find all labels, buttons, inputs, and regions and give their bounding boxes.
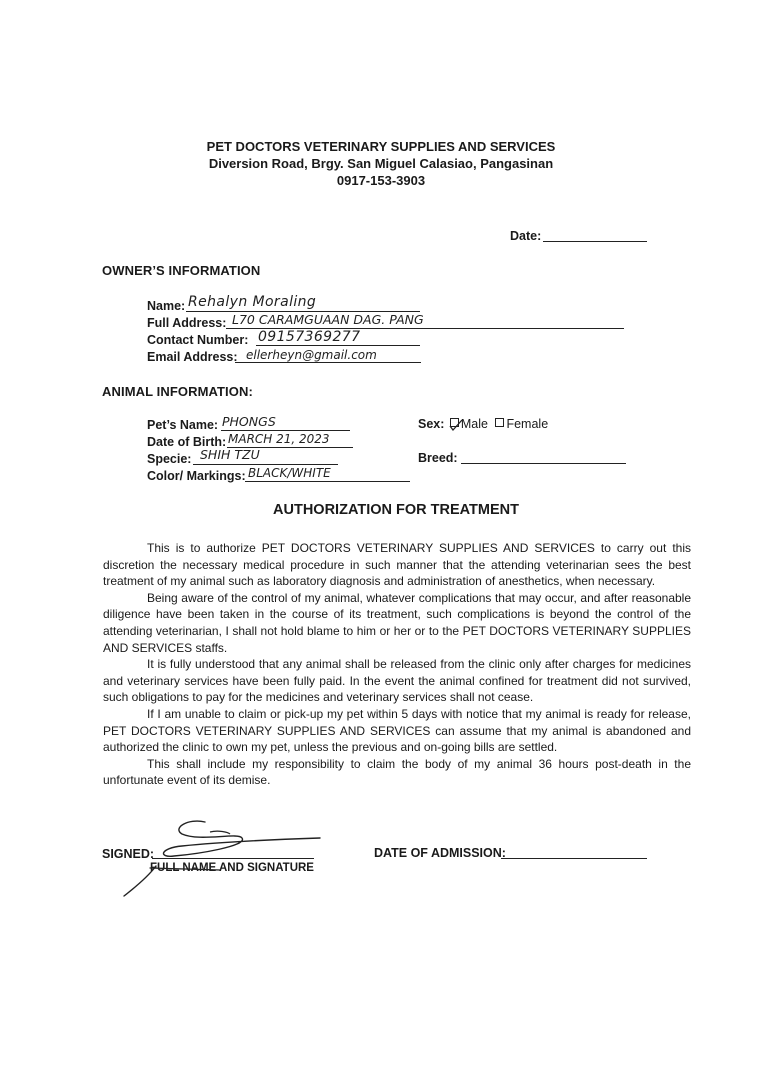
date-field[interactable] (543, 241, 647, 242)
owner-email-label: Email Address: (147, 350, 238, 364)
sex-field (418, 417, 548, 431)
pet-name-label: Pet’s Name: (147, 418, 219, 432)
color-label: Color/ Markings: (147, 469, 246, 483)
admission-date-field[interactable] (501, 858, 647, 859)
owner-section-title: OWNER’S INFORMATION (102, 263, 261, 278)
owner-contact-label: Contact Number: (147, 333, 249, 347)
signature-caption: FULL NAME AND SIGNATURE (150, 862, 314, 874)
authorization-title: AUTHORIZATION FOR TREATMENT (273, 502, 519, 518)
breed-label: Breed: (418, 451, 458, 465)
dob-label: Date of Birth: (147, 435, 227, 449)
org-address: Diversion Road, Brgy. San Miguel Calasiao, Pangasinan (208, 156, 554, 171)
authorization-paragraph: Being aware of the control of my animal, whatever complications that may occur, and after reasonable diligence have been taken in the course of its treatment, such complications is beyond the control of the attending veterinarian, I shall not hold blame to him or her or to the PET DOCTORS VETERINARY SUPPLIES AND SERVICES staffs. (103, 590, 691, 655)
specie-value: SHIH TZU (200, 447, 260, 462)
owner-email-value: ellerheyn@gmail.com (246, 348, 377, 362)
owner-name-label: Name: (147, 299, 186, 313)
owner-contact-value: 09157369277 (258, 329, 361, 345)
animal-section-title: ANIMAL INFORMATION: (102, 384, 253, 399)
authorization-paragraph: It is fully understood that any animal shall be released from the clinic only after charges for medicines and veterinary services have been fully paid. In the event the animal confined for treatment did not survived, such obligations to pay for the medicines and veterinary services shall not cease. (103, 657, 691, 705)
org-name: PET DOCTORS VETERINARY SUPPLIES AND SERVICES (206, 139, 556, 154)
form-header (0, 138, 762, 189)
authorization-paragraph: This shall include my responsibility to claim the body of my animal 36 hours post-death in the unfortunate event of its demise. (103, 756, 691, 788)
handwritten-signature (110, 810, 350, 905)
pet-name-value: PHONGS (222, 414, 276, 429)
org-phone: 0917-153-3903 (336, 173, 426, 188)
female-checkbox[interactable] (495, 418, 504, 427)
dob-value: MARCH 21, 2023 (228, 432, 330, 446)
breed-field[interactable] (461, 463, 626, 464)
admission-label: DATE OF ADMISSION: (374, 846, 506, 860)
female-option-label: Female (506, 417, 549, 431)
authorization-paragraph: If I am unable to claim or pick-up my pet within 5 days with notice that my animal is ready for release, PET DOCTORS VETERINARY SUPPLIES AND SERVICES can assume that my animal is abandoned and authorized the clinic to own my pet, unless the previous and on-going bills are settled. (103, 706, 691, 755)
owner-contact-field[interactable] (256, 345, 420, 346)
signed-label: SIGNED: (102, 847, 155, 861)
male-option-label: Male (460, 417, 488, 431)
date-label: Date: (510, 229, 542, 243)
color-value: BLACK/WHITE (248, 466, 331, 480)
owner-address-label: Full Address: (147, 316, 227, 330)
owner-name-value: Rehalyn Moraling (188, 294, 317, 310)
authorization-body (103, 540, 691, 789)
specie-label: Specie: (147, 452, 192, 466)
authorization-paragraph: This is to authorize PET DOCTORS VETERINARY SUPPLIES AND SERVICES to carry out this discretion the necessary medical procedure in such manner that the attending veterinarian sees the best treatment of my animal such as laboratory diagnosis and administration of anesthetics, when necessary. (103, 541, 691, 589)
owner-address-value: L70 CARAMGUAAN DAG. PANG (232, 312, 424, 327)
checkmark-icon (448, 418, 464, 432)
color-field[interactable] (245, 481, 410, 482)
sex-label: Sex: (418, 417, 445, 431)
